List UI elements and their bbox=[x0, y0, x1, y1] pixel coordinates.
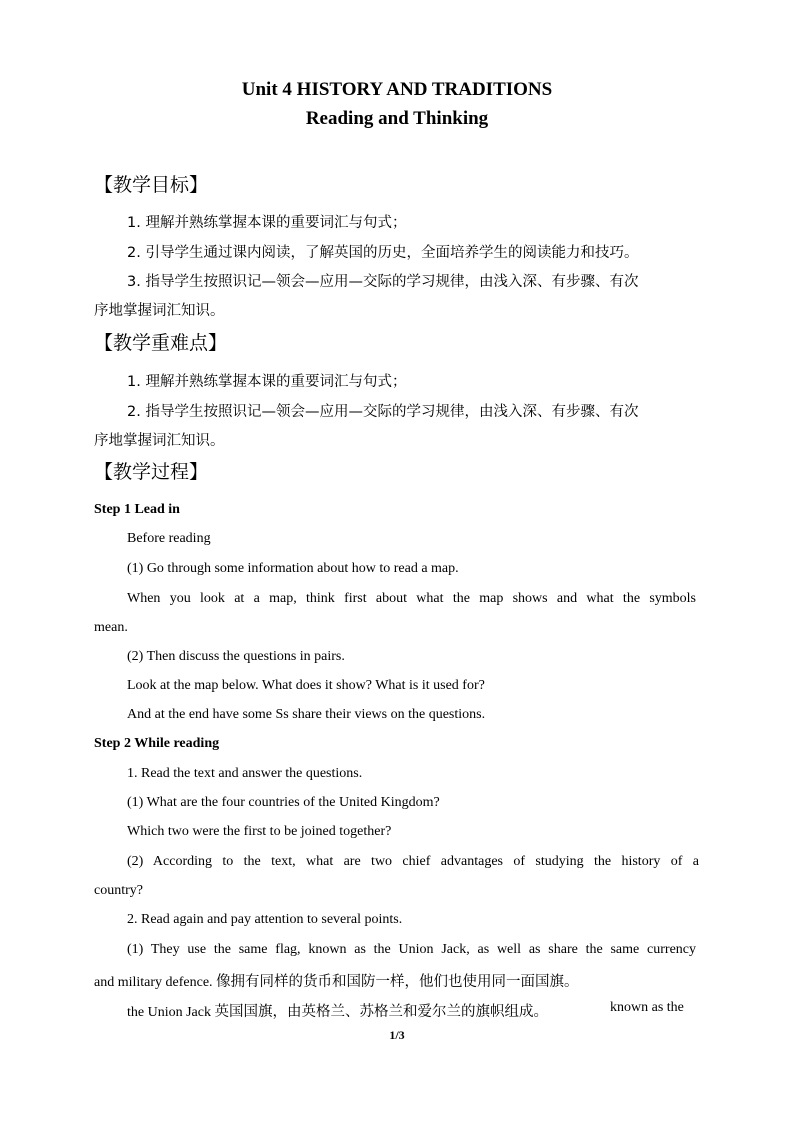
document-title: Unit 4 HISTORY AND TRADITIONS bbox=[241, 79, 553, 100]
objective-item-2: 2. 引导学生通过课内阅读，了解英国的历史，全面培养学生的阅读能力和技巧。 bbox=[127, 245, 639, 261]
page-number: 1/3 bbox=[389, 1028, 405, 1042]
step-1-line: (2) Then discuss the questions in pairs. bbox=[127, 649, 345, 664]
step-2-line: (2) According to the text, what are two chief advantages of studying the history of a bbox=[127, 854, 699, 869]
key-point-item-2-line-1: 2. 指导学生按照识记—领会—应用—交际的学习规律，由浅入深、有步骤、有次 bbox=[127, 404, 639, 420]
step-1-line: And at the end have some Ss share their views on the questions. bbox=[127, 707, 486, 722]
step-2-line-english: the Union Jack bbox=[127, 1005, 215, 1020]
section-heading-process: 【教学过程】 bbox=[94, 461, 209, 483]
step-2-heading: Step 2 While reading bbox=[94, 736, 220, 751]
step-1-line: (1) Go through some information about how to read a map. bbox=[127, 561, 459, 576]
section-heading-objectives: 【教学目标】 bbox=[94, 174, 209, 196]
objective-item-1: 1. 理解并熟练掌握本课的重要词汇与句式； bbox=[127, 215, 407, 231]
step-1-line: Before reading bbox=[127, 531, 211, 546]
step-2-line: (1) They use the same flag, known as the Union Jack, as well as share the same currency bbox=[127, 942, 696, 957]
step-2-line-chinese: 像拥有同样的货币和国防一样，他们也使用同一面国旗。 bbox=[216, 974, 579, 990]
step-2-line: Which two were the first to be joined together? bbox=[127, 824, 392, 839]
step-2-line: (1) What are the four countries of the United Kingdom? bbox=[127, 795, 440, 810]
document-subtitle: Reading and Thinking bbox=[305, 108, 489, 129]
step-2-line-english-tail: known as the bbox=[610, 1000, 684, 1015]
step-2-line-chinese: 英国国旗，由英格兰、苏格兰和爱尔兰的旗帜组成。 bbox=[214, 1004, 548, 1020]
key-point-item-1: 1. 理解并熟练掌握本课的重要词汇与句式； bbox=[127, 374, 407, 390]
key-point-item-2-line-2: 序地掌握词汇知识。 bbox=[94, 433, 225, 449]
step-2-line-english: and military defence. bbox=[94, 975, 217, 990]
step-1-line: mean. bbox=[94, 620, 128, 635]
section-heading-key-points: 【教学重难点】 bbox=[94, 332, 228, 354]
objective-item-3-line-1: 3. 指导学生按照识记—领会—应用—交际的学习规律，由浅入深、有步骤、有次 bbox=[127, 274, 639, 290]
step-1-line: When you look at a map, think first about what the map shows and what the symbols bbox=[127, 591, 696, 606]
step-2-line: country? bbox=[94, 883, 143, 898]
step-2-line bbox=[127, 1000, 548, 1021]
step-1-heading: Step 1 Lead in bbox=[94, 502, 180, 517]
step-2-line: 1. Read the text and answer the questions. bbox=[127, 766, 363, 781]
step-2-line: 2. Read again and pay attention to several points. bbox=[127, 912, 403, 927]
step-2-line bbox=[94, 970, 579, 991]
objective-item-3-line-2: 序地掌握词汇知识。 bbox=[94, 303, 225, 319]
step-1-line: Look at the map below. What does it show? What is it used for? bbox=[127, 678, 485, 693]
